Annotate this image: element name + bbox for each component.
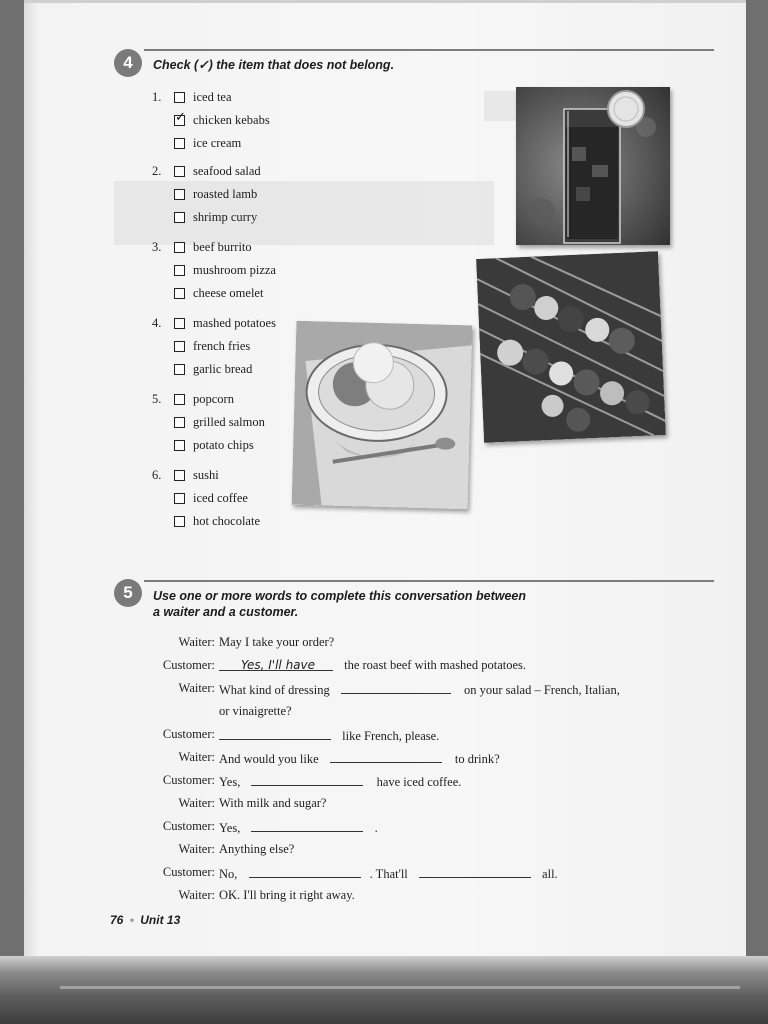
answer-line (219, 680, 620, 696)
checklist-item (152, 209, 257, 225)
speaker-label: Waiter: (178, 888, 215, 902)
group-number: 6. (152, 468, 162, 482)
page-number: 76 (110, 913, 124, 927)
checkbox-checked[interactable] (174, 115, 185, 126)
checkbox[interactable] (174, 493, 185, 504)
exercise-5-rule (144, 580, 714, 582)
checklist-item (152, 437, 254, 453)
answer-blank[interactable] (330, 749, 442, 763)
checklist-item-label: roasted lamb (193, 187, 258, 201)
speaker-label: Customer: (162, 658, 215, 672)
checkbox[interactable] (174, 341, 185, 352)
checklist-item (152, 239, 252, 255)
checkbox[interactable] (174, 394, 185, 405)
checklist-item (152, 89, 232, 105)
answer-blank[interactable] (341, 680, 451, 694)
ice-cream-photo (292, 321, 473, 510)
line-text: . (374, 821, 378, 835)
checklist-item-label: ice cream (193, 136, 242, 150)
checkbox[interactable] (174, 470, 185, 481)
scanner-edge (0, 956, 768, 1024)
answer-line (219, 772, 461, 788)
checkbox[interactable] (174, 318, 185, 329)
line-text: And would you like (219, 752, 319, 766)
speaker-label: Customer: (162, 773, 215, 787)
answer-line (219, 726, 439, 742)
answer-line (219, 864, 558, 880)
checklist-item-label: mashed potatoes (193, 316, 276, 330)
speaker-label: Waiter: (178, 750, 215, 764)
checklist-item-label: mushroom pizza (193, 263, 276, 277)
checkbox[interactable] (174, 288, 185, 299)
group-number: 3. (152, 240, 162, 254)
group-number: 5. (152, 392, 162, 406)
exercise-5-instruction-line2: a waiter and a customer. (153, 605, 299, 619)
workbook-page (24, 0, 746, 959)
iced-tea-photo (516, 87, 670, 245)
checklist-item-label: shrimp curry (193, 210, 258, 224)
line-text: Anything else? (219, 842, 295, 856)
speaker-label: Waiter: (178, 635, 215, 649)
checklist-item-label: chicken kebabs (193, 113, 270, 127)
checklist-item (152, 112, 270, 128)
line-text: May I take your order? (219, 635, 335, 649)
answer-line (219, 657, 526, 673)
answer-blank[interactable] (219, 726, 331, 740)
line-text: OK. I'll bring it right away. (219, 888, 355, 902)
line-text: With milk and sugar? (219, 796, 327, 810)
checkbox[interactable] (174, 242, 185, 253)
checklist-item-label: hot chocolate (193, 514, 260, 528)
checkbox[interactable] (174, 516, 185, 527)
checklist-item (152, 414, 265, 430)
checkbox[interactable] (174, 189, 185, 200)
line-text: the roast beef with mashed potatoes. (344, 658, 527, 672)
checkbox[interactable] (174, 265, 185, 276)
checklist-item-label: cheese omelet (193, 286, 264, 300)
checklist-item (152, 163, 261, 179)
checkbox[interactable] (174, 417, 185, 428)
checklist-item (152, 361, 252, 377)
checklist-item (152, 135, 241, 151)
answer-blank[interactable] (419, 864, 531, 878)
page-footer (110, 913, 180, 927)
speaker-label: Customer: (162, 819, 215, 833)
footer-bullet: • (129, 913, 134, 927)
checklist-item (152, 391, 234, 407)
checklist-item-label: french fries (193, 339, 251, 353)
checkbox[interactable] (174, 138, 185, 149)
speaker-label: Customer: (162, 865, 215, 879)
checkbox[interactable] (174, 440, 185, 451)
exercise-5-badge: 5 (114, 579, 142, 607)
checklist-item (152, 315, 276, 331)
exercise-5-instruction-line1: Use one or more words to complete this conversation between (153, 589, 526, 603)
speaker-label: Waiter: (178, 796, 215, 810)
line-text: have iced coffee. (376, 775, 462, 789)
line-text: to drink? (454, 752, 500, 766)
exercise-4-instruction: Check (✓) the item that does not belong. (153, 58, 395, 72)
speaker-label: Customer: (162, 727, 215, 741)
line-text: like French, please. (342, 729, 440, 743)
checklist-item-label: iced coffee (193, 491, 248, 505)
checklist-item (152, 467, 219, 483)
speaker-label: Waiter: (178, 681, 215, 695)
answer-blank[interactable] (251, 818, 363, 832)
checklist-item-label: iced tea (193, 90, 232, 104)
line-text: No, (219, 867, 238, 881)
unit-label: Unit 13 (140, 913, 181, 927)
checklist-item-label: beef burrito (193, 240, 252, 254)
line-text: . That'll (369, 867, 408, 881)
checkbox[interactable] (174, 92, 185, 103)
checkbox[interactable] (174, 212, 185, 223)
checklist-item (152, 490, 248, 506)
checkbox[interactable] (174, 364, 185, 375)
line-text: all. (542, 867, 558, 881)
checklist-item-label: grilled salmon (193, 415, 265, 429)
answer-line (219, 818, 378, 834)
group-number: 4. (152, 316, 162, 330)
exercise-4-badge: 4 (114, 49, 142, 77)
scanner-streak (60, 986, 740, 989)
line-text: Yes, (219, 775, 241, 789)
checklist-item (152, 513, 260, 529)
checklist-item-label: potato chips (193, 438, 254, 452)
exercise-4-rule (144, 49, 714, 51)
chicken-kebabs-photo (476, 251, 666, 443)
checkbox[interactable] (174, 166, 185, 177)
speaker-label: Waiter: (178, 842, 215, 856)
checklist-item (152, 285, 263, 301)
group-number: 1. (152, 90, 162, 104)
answer-blank[interactable] (251, 772, 363, 786)
answer-blank-filled[interactable]: Yes, I'll have (219, 657, 333, 671)
answer-line (219, 749, 500, 765)
checklist-item-label: sushi (193, 468, 219, 482)
checklist-item (152, 186, 257, 202)
line-text: Yes, (219, 821, 241, 835)
line-text: on your salad – French, Italian, (464, 683, 620, 697)
checklist-item-label: seafood salad (193, 164, 261, 178)
group-number: 2. (152, 164, 162, 178)
checklist-item-label: popcorn (193, 392, 234, 406)
checklist-item (152, 338, 250, 354)
line-text: What kind of dressing (219, 683, 330, 697)
line-text: or vinaigrette? (219, 704, 292, 718)
checklist-item (152, 262, 276, 278)
answer-blank[interactable] (249, 864, 361, 878)
checklist-item-label: garlic bread (193, 362, 253, 376)
